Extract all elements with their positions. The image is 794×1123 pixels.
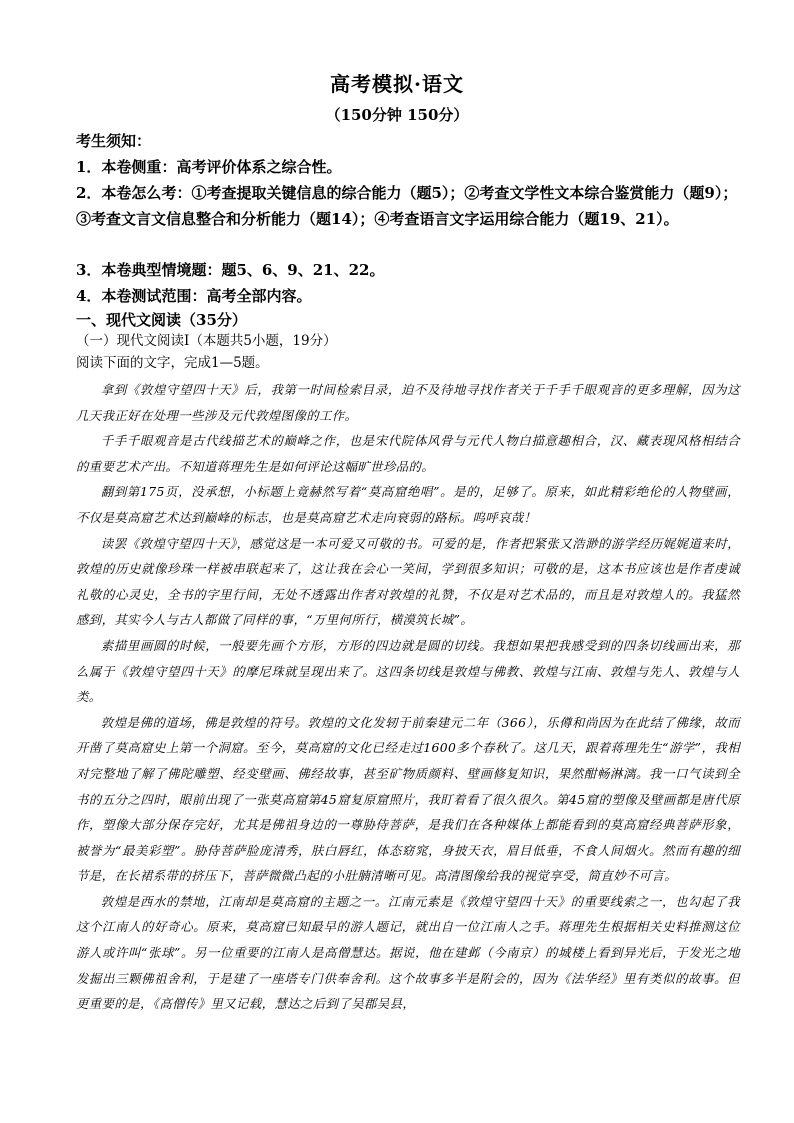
sub-section-heading: （一）现代文阅读Ⅰ（本题共5小题，19分） bbox=[76, 333, 337, 349]
notice-item: 1．本卷侧重：高考评价体系之综合性。 bbox=[76, 158, 342, 176]
notice-label: 考生须知： bbox=[76, 132, 152, 150]
passage-paragraph: 拿到《敦煌守望四十天》后，我第一时间检索目录，迫不及待地寻找作者关于千手千眼观音的更多理解，因为这几天我正好在处理一些涉及元代敦煌图像的工作。 bbox=[76, 382, 740, 423]
notice-item: 2．本卷怎么考：①考查提取关键信息的综合能力（题5）；②考查文学性文本综合鉴赏能力（题9）；③考查文言文信息整合和分析能力（题14）；④考查语言文字运用综合能力（题19、21）。 bbox=[76, 184, 738, 228]
exam-duration-score: （150分钟 150分） bbox=[325, 106, 469, 124]
page-title: 高考模拟·语文 bbox=[330, 72, 464, 96]
section-heading: 一、现代文阅读（35分） bbox=[76, 311, 247, 329]
passage-paragraph: 千手千眼观音是古代线描艺术的巅峰之作，也是宋代院体风骨与元代人物白描意趣相合，汉、藏表现风格相结合的重要艺术产出。不知道蒋理先生是如何评论这幅旷世珍品的。 bbox=[76, 433, 740, 474]
reading-instruction: 阅读下面的文字，完成1—5题。 bbox=[76, 355, 269, 371]
reading-passage bbox=[76, 377, 740, 1017]
passage-paragraph: 翻到第175页，没承想，小标题上竟赫然写着“莫高窟绝唱”。是的，足够了。原来，如此精彩绝伦的人物壁画，不仅是莫高窟艺术达到巅峰的标志，也是莫高窟艺术走向衰弱的路标。呜呼哀哉！ bbox=[76, 484, 740, 525]
passage-paragraph: 读罢《敦煌守望四十天》，感觉这是一本可爱又可敬的书。可爱的是，作者把紧张又浩渺的游学经历娓娓道来时，敦煌的历史就像珍珠一样被串联起来了，这让我在会心一笑间，学到很多知识；可敬的是，这本书应该也是作者虔诚礼敬的心灵史，全书的字里行间，无处不透露出作者对敦煌的礼赞，不仅是对艺术品的，而且是对敦煌人的。我猛然感到，其实今人与古人都做了同样的事，“万里何所行，横漠筑长城”。 bbox=[76, 535, 740, 628]
passage-paragraph: 敦煌是佛的道场，佛是敦煌的符号。敦煌的文化发轫于前秦建元二年（366），乐僔和尚因为在此结了佛缘，故而开凿了莫高窟史上第一个洞窟。至今，莫高窟的文化已经走过1600多个春秋了。这几天，跟着蒋理先生“游学”，我相对完整地了解了佛陀雕塑、经变壁画、佛经故事，甚至矿物质颜料、壁画修复知识，果然酣畅淋漓。我一口气读到全书的五分之四时，眼前出现了一张莫高窟第45窟复原窟照片，我盯着看了很久很久。第45窟的塑像及壁画都是唐代原作，塑像大部分保存完好，尤其是佛祖身边的一尊胁侍菩萨，是我们在各种媒体上都能看到的莫高窟经典菩萨形象，被誉为“最美彩塑”。胁侍菩萨脸庞清秀，肤白唇红，体态窈窕，身披天衣，眉目低垂，不食人间烟火。然而有趣的细节是，在长裙系带的挤压下，菩萨微微凸起的小肚腩清晰可见。高清图像给我的视觉享受，简直妙不可言。 bbox=[76, 714, 740, 884]
passage-paragraph: 敦煌是西水的禁地，江南却是莫高窟的主题之一。江南元素是《敦煌守望四十天》的重要线索之一，也勾起了我这个江南人的好奇心。原来，莫高窟已知最早的游人题记，就出自一位江南人之手。蒋理先生根据相关史料推测这位游人或许叫“张球”。另一位重要的江南人是高僧慧达。据说，他在建邺（今南京）的城楼上看到异光后，于发光之地发掘出三颗佛祖舍利，于是建了一座塔专门供奉舍利。这个故事多半是附会的，因为《法华经》里有类似的故事。但更重要的是，《高僧传》里又记载，慧达之后到了吴郡吴县， bbox=[76, 893, 740, 1012]
notice-item: 4．本卷测试范围：高考全部内容。 bbox=[76, 287, 312, 305]
notice-item: 3．本卷典型情境题：题5、6、9、21、22。 bbox=[76, 261, 385, 279]
passage-paragraph: 素描里画圆的时候，一般要先画个方形，方形的四边就是圆的切线。我想如果把我感受到的四条切线画出来，那么属于《敦煌守望四十天》的摩尼珠就呈现出来了。这四条切线是敦煌与佛教、敦煌与江南、敦煌与先人、敦煌与人类。 bbox=[76, 637, 740, 705]
